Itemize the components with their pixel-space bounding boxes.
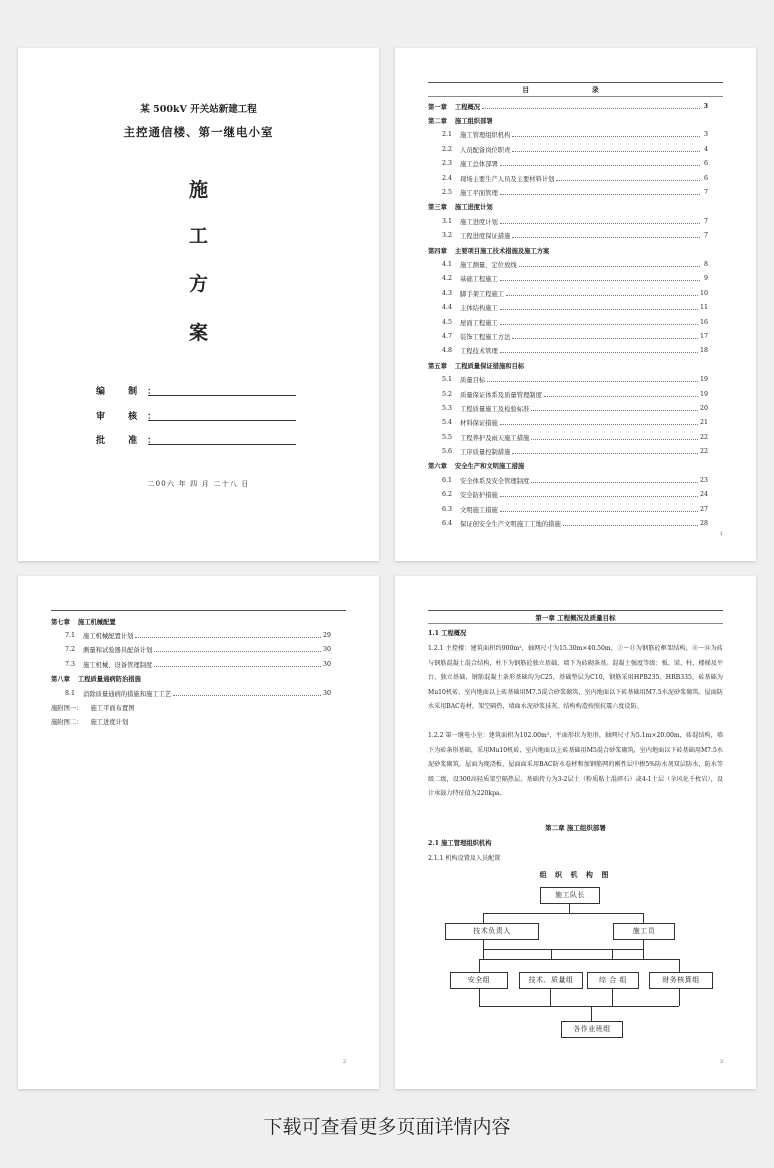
toc-entry-number: 4.4 xyxy=(442,304,453,312)
toc-entry-page: 3 xyxy=(703,131,708,139)
toc-entry-page: 19 xyxy=(699,390,708,398)
toc-entry xyxy=(428,444,708,458)
toc-entry-page: 7 xyxy=(703,217,708,225)
toc-entry-text: 工程质量通病防治措施 xyxy=(77,676,141,684)
toc-leader-dots xyxy=(135,633,321,638)
toc-entry-number: 2.5 xyxy=(442,189,453,197)
cover-title-char: 方 xyxy=(188,273,208,295)
sign-label: 编 制： xyxy=(96,387,167,397)
toc-title: 目 录 xyxy=(522,85,629,94)
org-connector xyxy=(483,913,643,914)
toc-entry-text: 工程技术管理 xyxy=(460,348,498,356)
toc-entry xyxy=(428,315,708,329)
section-heading: 1.1 工程概况 xyxy=(428,630,467,637)
toc-leader-dots xyxy=(512,233,700,238)
org-node-constructor: 施工员 xyxy=(613,923,675,940)
toc-entry-number: 第五章 xyxy=(428,362,447,370)
toc-entry xyxy=(428,344,708,358)
toc-entry-text: 工序质量控制措施 xyxy=(460,449,511,457)
toc-entry-page: 30 xyxy=(322,689,331,697)
toc-entry xyxy=(428,171,708,185)
toc-entry-text: 质量目标 xyxy=(460,377,486,385)
org-connector xyxy=(612,949,613,959)
toc-entry-text: 人员配备岗位职责 xyxy=(460,146,511,154)
toc-entry-page: 21 xyxy=(699,419,708,427)
toc-entry-text: 安全体系及安全管理制度 xyxy=(460,477,530,485)
toc-entry-text: 基础工程施工 xyxy=(460,276,498,284)
toc-entry xyxy=(51,614,331,628)
org-connector xyxy=(569,903,570,913)
toc-entry-page: 9 xyxy=(703,275,708,283)
toc-entry-page: 28 xyxy=(699,520,708,528)
toc-entry-number: 4.8 xyxy=(442,347,453,355)
org-connector xyxy=(479,1006,679,1007)
subsection-heading: 2.1.1 机构设置及人员配置 xyxy=(428,855,501,862)
toc-entry-number: 7.1 xyxy=(65,632,76,640)
toc-entry-page: 18 xyxy=(699,347,708,355)
toc-entry-text: 施工测量、定位放线 xyxy=(460,261,517,269)
sign-row-approve xyxy=(96,433,296,447)
toc-entry-text: 施工平面管理 xyxy=(460,190,498,198)
toc-entry xyxy=(428,488,708,502)
toc-entry-text: 保证创安全生产文明施工工地的措施 xyxy=(460,521,561,529)
toc-entry-page: 3 xyxy=(703,102,708,110)
toc-entry-number: 6.3 xyxy=(442,505,453,513)
toc-entry xyxy=(428,185,708,199)
cover-title-char: 工 xyxy=(188,225,208,247)
toc-entry-number: 8.1 xyxy=(65,689,76,697)
toc-entry-number: 2.1 xyxy=(442,131,453,139)
toc-leader-dots xyxy=(500,492,698,497)
toc-entry-page: 7 xyxy=(703,232,708,240)
toc-entry-text: 施工平面布置图 xyxy=(90,705,135,713)
toc-entry-number: 施附图二： xyxy=(51,719,83,727)
toc-entry xyxy=(51,643,331,657)
toc-entry-text: 安全防护措施 xyxy=(460,492,498,500)
toc-entry xyxy=(51,686,331,700)
toc-entry xyxy=(428,516,708,530)
toc-entry-page: 20 xyxy=(699,404,708,412)
toc-entry-number: 第一章 xyxy=(428,103,447,111)
toc-entry xyxy=(428,430,708,444)
section-heading: 2.1 施工管理组织机构 xyxy=(428,840,492,847)
toc-leader-dots xyxy=(512,334,698,339)
toc-entry-text: 施工进度计划 xyxy=(454,204,493,212)
toc-entry-number: 4.7 xyxy=(442,332,453,340)
toc-entry-number: 第七章 xyxy=(51,618,70,626)
paragraph: 1.2.1 主控楼：建筑面积约900m²，轴网尺寸为15.30m×40.50m，①～⑪为钢筋砼框架结构，⑪～⑭为砖与钢筋混凝土混合结构，柱下为钢筋砼独立基础，墙下为砖砌条基。混凝土强度等级：板、梁、柱、楼梯及平台、独立基础、钢筋混凝土条形基础均为C25，基础垫层为C10，钢筋采用HPB235、HRB335，砖基础为Mu10机砖，室内地面以上砖基础用M7.5混合砂浆砌筑，室内地面以下砖基础用M7.5水泥砂浆砌筑。屋面防水采用BAC卷材，架空隔热，墙面水泥砂浆抹灰。结构构造按照抗震六度设防。 xyxy=(428,645,723,710)
toc-entry xyxy=(428,372,708,386)
sign-label: 审 核： xyxy=(96,412,167,422)
toc-entry-page: 6 xyxy=(703,174,708,182)
toc-entry-number: 2.3 xyxy=(442,160,453,168)
org-node-leader: 施工队长 xyxy=(540,887,600,904)
toc-entry-text: 工程质量保证措施和目标 xyxy=(454,362,525,370)
toc-entry-number: 4.5 xyxy=(442,318,453,326)
toc-page xyxy=(395,48,756,561)
toc-entry xyxy=(428,401,708,415)
org-connector xyxy=(643,913,644,923)
toc-entry-text: 施工总体部署 xyxy=(460,161,498,169)
toc-entry xyxy=(51,715,331,729)
header-rule xyxy=(428,610,723,611)
toc-entry xyxy=(51,628,331,642)
toc-entry xyxy=(428,300,708,314)
toc-entry-number: 4.1 xyxy=(442,260,453,268)
org-node-teams: 各作业班组 xyxy=(561,1021,623,1038)
toc-entry xyxy=(428,358,708,372)
toc-entry xyxy=(428,272,708,286)
toc-page-2 xyxy=(18,576,379,1089)
title-rule xyxy=(428,96,723,97)
toc-entry-page: 11 xyxy=(699,304,708,312)
sign-row-compile xyxy=(96,384,296,398)
toc-leader-dots xyxy=(544,392,698,397)
toc-entry xyxy=(51,672,331,686)
toc-entry-text: 测量和试验器具配备计划 xyxy=(83,647,153,655)
toc-entry xyxy=(428,200,708,214)
toc-entry-text: 施工机械、设备管理制度 xyxy=(83,661,153,669)
toc-leader-dots xyxy=(563,521,698,526)
org-node-tech-quality: 技术、质量组 xyxy=(519,972,583,989)
toc-entry-page: 24 xyxy=(699,491,708,499)
toc-entry-page: 10 xyxy=(699,289,708,297)
toc-leader-dots xyxy=(512,449,698,454)
toc-entry-text: 脚手架工程施工 xyxy=(460,290,505,298)
toc-entry-number: 5.3 xyxy=(442,404,453,412)
paragraph: 1.2.2 第一继电小室：建筑面积为102.00m²，平面形状为矩形，轴网尺寸为5.1m×20.00m，砖混结构，墙下为砖条形基础，采用Mu10机砖，室内地面以上砖基础用M5混合砂浆砌筑，室内地面以下砖基础用M7.5水泥砂浆砌筑。屋面为现浇板，屋面面采用BAC防水卷材和加钢筋网的刚性层中掺5%防水剂双层防水，防水等级二级，设300高轻质架空隔热层。基础持力为3-2层土（粉质粘土混碎石）或4-1土层（全风化千枚岩），设计承载力特征值为220kpa。 xyxy=(428,732,723,797)
toc-entry xyxy=(428,243,708,257)
toc-entry-number: 7.3 xyxy=(65,660,76,668)
signature-line xyxy=(148,420,296,421)
toc-entry xyxy=(51,700,331,714)
toc-entry-page: 30 xyxy=(322,660,331,668)
toc-entry-number: 6.2 xyxy=(442,491,453,499)
toc-leader-dots xyxy=(500,219,700,224)
toc-entry xyxy=(428,99,708,113)
toc-entry-text: 质量保证体系及质量管理制度 xyxy=(460,391,542,399)
toc-entry-number: 7.2 xyxy=(65,646,76,654)
toc-entry-page: 7 xyxy=(703,189,708,197)
toc-leader-dots xyxy=(500,190,700,195)
toc-entry-text: 施工机械配置计划 xyxy=(83,633,134,641)
org-connector xyxy=(479,959,480,972)
org-connector xyxy=(483,913,484,923)
org-connector xyxy=(679,959,680,972)
toc-entry-text: 主要项目施工技术措施及施工方案 xyxy=(454,247,550,255)
header-rule xyxy=(428,82,723,83)
download-more-banner[interactable]: 下载可查看更多页面详情内容 xyxy=(263,1116,511,1138)
toc-entry xyxy=(51,657,331,671)
org-connector xyxy=(679,988,680,1006)
toc-leader-dots xyxy=(482,104,700,109)
toc-list xyxy=(428,99,708,531)
toc-entry xyxy=(428,113,708,127)
toc-entry xyxy=(428,459,708,473)
toc-leader-dots xyxy=(512,147,700,152)
title-rule xyxy=(428,623,723,624)
page-number: 3 xyxy=(719,1059,723,1065)
org-connector xyxy=(483,949,643,950)
toc-leader-dots xyxy=(556,176,700,181)
building-name: 主控通信楼、第一继电小室 xyxy=(123,125,274,139)
toc-leader-dots xyxy=(173,691,321,696)
toc-entry-number: 5.1 xyxy=(442,376,453,384)
toc-leader-dots xyxy=(154,662,321,667)
toc-entry-page: 30 xyxy=(322,646,331,654)
toc-entry-page: 19 xyxy=(699,376,708,384)
org-node-safety: 安全组 xyxy=(450,972,508,989)
toc-entry-page: 23 xyxy=(699,476,708,484)
toc-entry-text: 安全生产和文明施工措施 xyxy=(454,463,525,471)
signature-line xyxy=(148,395,296,396)
org-connector xyxy=(479,959,679,960)
org-node-tech-lead: 技术负责人 xyxy=(445,923,539,940)
toc-entry-number: 5.5 xyxy=(442,433,453,441)
toc-leader-dots xyxy=(500,420,698,425)
toc-entry-number: 第三章 xyxy=(428,204,447,212)
toc-entry-number: 第六章 xyxy=(428,463,447,471)
toc-entry-number: 4.2 xyxy=(442,275,453,283)
page-number: 2 xyxy=(342,1059,346,1065)
toc-entry-text: 屋面工程施工 xyxy=(460,319,498,327)
toc-entry xyxy=(428,229,708,243)
cover-date: 二00六 年 四 月 二十八 日 xyxy=(147,480,250,488)
toc-entry-text: 施工组织部署 xyxy=(454,118,493,126)
toc-leader-dots xyxy=(531,478,698,483)
org-chart-title: 组 织 机 构 图 xyxy=(539,870,612,879)
toc-entry-page: 27 xyxy=(699,505,708,513)
toc-leader-dots xyxy=(487,377,698,382)
toc-entry-number: 5.6 xyxy=(442,448,453,456)
header-rule xyxy=(51,610,346,611)
toc-entry-page: 16 xyxy=(699,318,708,326)
toc-entry-page: 22 xyxy=(699,448,708,456)
toc-entry-text: 消除质量通病的措施和施工工艺 xyxy=(83,690,172,698)
toc-leader-dots xyxy=(500,161,700,166)
toc-entry-page: 8 xyxy=(703,260,708,268)
toc-entry xyxy=(428,416,708,430)
toc-entry-page: 29 xyxy=(322,632,331,640)
toc-entry-text: 工程养护及雨天施工措施 xyxy=(460,434,530,442)
toc-leader-dots xyxy=(506,291,698,296)
toc-entry-number: 3.2 xyxy=(442,232,453,240)
chapter-title: 第二章 施工组织部署 xyxy=(545,824,606,832)
toc-entry xyxy=(428,387,708,401)
toc-entry-page: 4 xyxy=(703,145,708,153)
toc-entry xyxy=(428,502,708,516)
signature-line xyxy=(148,444,296,445)
toc-entry-text: 施工进度计划 xyxy=(90,719,129,727)
toc-entry xyxy=(428,157,708,171)
toc-entry xyxy=(428,142,708,156)
toc-entry-number: 6.4 xyxy=(442,520,453,528)
org-connector xyxy=(591,1006,592,1021)
toc-entry-text: 施工进度计划 xyxy=(460,218,498,226)
toc-entry xyxy=(428,128,708,142)
toc-list xyxy=(51,614,331,729)
org-connector xyxy=(550,988,551,1006)
toc-entry-text: 工程概况 xyxy=(454,103,481,111)
chapter-title: 第一章 工程概况及质量目标 xyxy=(535,614,616,622)
cover-title-char: 施 xyxy=(188,179,208,201)
page-number: 1 xyxy=(719,531,723,537)
toc-entry-number: 2.2 xyxy=(442,145,453,153)
toc-entry-text: 材料保证措施 xyxy=(460,420,498,428)
org-connector xyxy=(643,939,644,959)
toc-leader-dots xyxy=(512,132,700,137)
org-connector xyxy=(551,949,552,959)
toc-entry xyxy=(428,329,708,343)
toc-entry-page: 22 xyxy=(699,433,708,441)
sign-label: 批 准： xyxy=(96,436,167,446)
cover-page xyxy=(18,48,379,561)
toc-entry-number: 施附图一： xyxy=(51,705,83,713)
toc-entry xyxy=(428,473,708,487)
toc-entry-text: 主体结构施工 xyxy=(460,305,498,313)
toc-entry-number: 2.4 xyxy=(442,174,453,182)
toc-entry-number: 6.1 xyxy=(442,476,453,484)
toc-entry-number: 3.1 xyxy=(442,217,453,225)
toc-entry-text: 现场主要生产人员及主要材料计划 xyxy=(460,175,555,183)
toc-leader-dots xyxy=(500,320,698,325)
org-connector xyxy=(612,988,613,1006)
toc-leader-dots xyxy=(500,276,700,281)
toc-leader-dots xyxy=(519,262,700,267)
toc-leader-dots xyxy=(500,348,698,353)
toc-entry-number: 5.2 xyxy=(442,390,453,398)
toc-entry-page: 6 xyxy=(703,160,708,168)
org-node-finance: 财务核算组 xyxy=(649,972,713,989)
toc-entry-number: 第四章 xyxy=(428,247,447,255)
toc-leader-dots xyxy=(531,435,698,440)
org-node-general: 综 合 组 xyxy=(587,972,639,989)
cover-title-char: 案 xyxy=(188,322,208,344)
toc-entry-text: 工程进度保证措施 xyxy=(460,233,511,241)
sign-row-review xyxy=(96,409,296,423)
toc-leader-dots xyxy=(531,406,698,411)
toc-entry-text: 施工机械配置 xyxy=(77,618,116,626)
toc-leader-dots xyxy=(500,305,698,310)
toc-entry-text: 装饰工程施工方法 xyxy=(460,333,511,341)
toc-entry-number: 第八章 xyxy=(51,676,70,684)
body-page xyxy=(395,576,756,1089)
org-connector xyxy=(479,988,480,1006)
toc-entry xyxy=(428,257,708,271)
toc-entry-number: 5.4 xyxy=(442,419,453,427)
toc-leader-dots xyxy=(154,647,321,652)
toc-entry xyxy=(428,286,708,300)
toc-entry-number: 4.3 xyxy=(442,289,453,297)
toc-leader-dots xyxy=(500,507,698,512)
toc-entry-text: 文明施工措施 xyxy=(460,506,498,514)
toc-entry-text: 工程质量施工及检验标准 xyxy=(460,405,530,413)
toc-entry-text: 施工管理组织机构 xyxy=(460,132,511,140)
toc-entry-page: 17 xyxy=(699,332,708,340)
toc-entry-number: 第二章 xyxy=(428,118,447,126)
project-name: 某 500kV 开关站新建工程 xyxy=(140,104,257,115)
toc-entry xyxy=(428,214,708,228)
